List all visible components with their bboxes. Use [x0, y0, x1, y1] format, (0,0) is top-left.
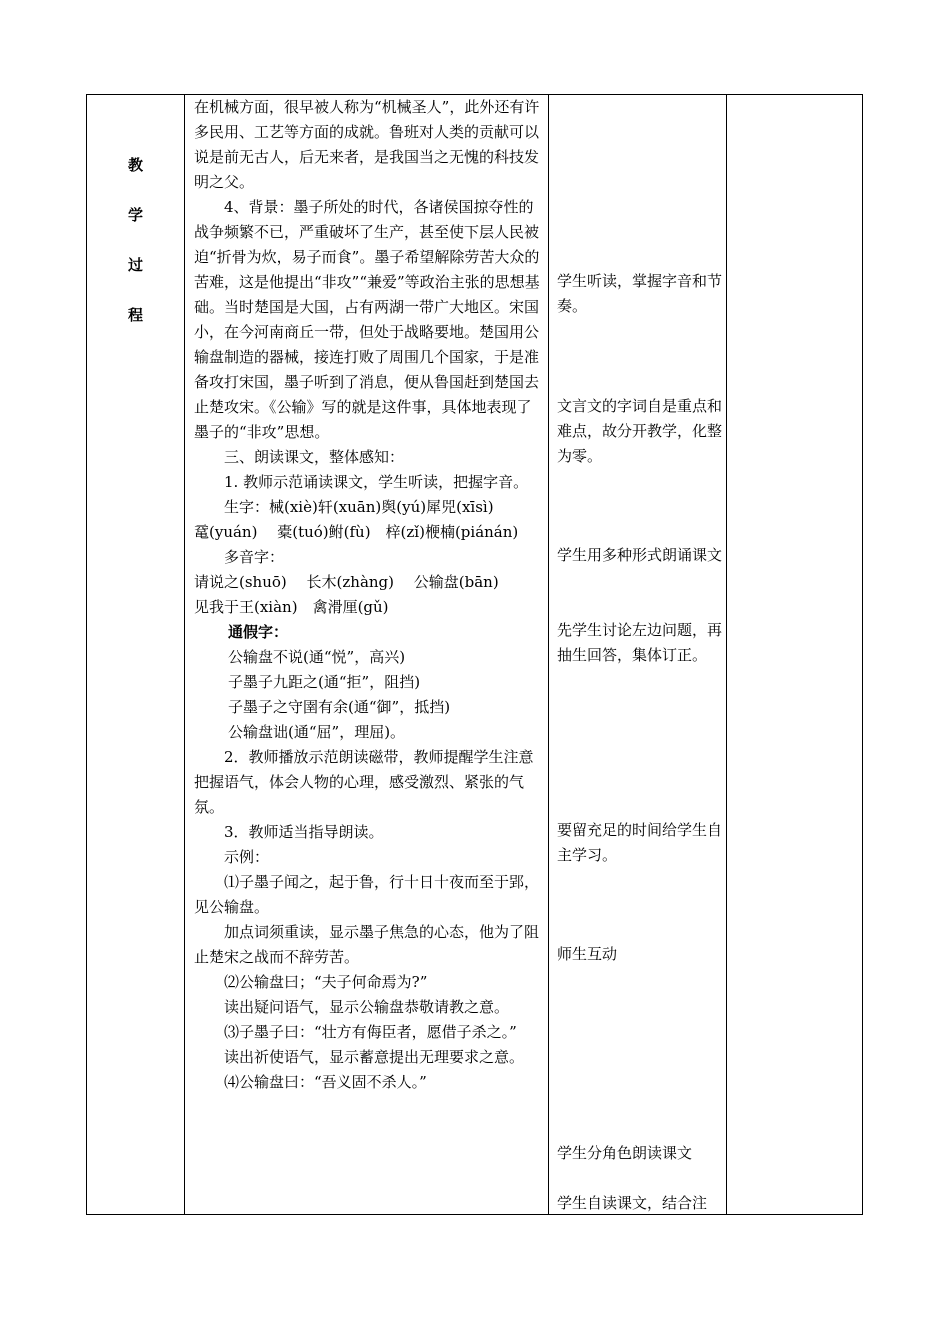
paragraph: 读出祈使语气，显示蓄意提出无理要求之意。 [224, 1048, 525, 1066]
note: 学生用多种形式朗诵课文 [557, 546, 723, 564]
note: 学生分角色朗读课文 [557, 1144, 693, 1162]
paragraph: ⑷公输盘曰：“吾义固不杀人。” [224, 1073, 427, 1091]
paragraph: 2．教师播放示范朗读磁带，教师提醒学生注意把握语气，体会人物的心理，感受激烈、紧张的气氛。 [194, 748, 534, 816]
note: 学生听读，掌握字音和节奏。 [557, 272, 723, 315]
paragraph: 生字：械(xiè)轩(xuān)舆(yú)犀兕(xīsì) [224, 498, 494, 516]
label-char: 教 [127, 156, 143, 174]
label-char: 学 [127, 206, 143, 224]
paragraph: 子墨子九距之(通“拒”，阻挡) [228, 673, 421, 691]
paragraph: 加点词须重读，显示墨子焦急的心态，他为了阻止楚宋之战而不辞劳苦。 [194, 923, 540, 966]
paragraph: 多音字： [224, 548, 285, 566]
label-char: 过 [127, 256, 143, 274]
note: 学生自读课文，结合注 [557, 1194, 708, 1212]
note: 师生互动 [557, 945, 618, 963]
column-divider [548, 95, 549, 1214]
paragraph: 4、背景：墨子所处的时代，各诸侯国掠夺性的战争频繁不已，严重破坏了生产，甚至使下层人民被迫“折骨为炊，易子而食”。墨子希望解除劳苦大众的苦难，这是他提出“非攻”“兼爱”等政治主张的思想基础。当时楚国是大国，占有两湖一带广大地区。宋国小，在今河南商丘一带，但处于战略要地。楚国用公输盘制造的器械，接连打败了周围几个国家，于是准备攻打宋国，墨子听到了消息，便从鲁国赶到楚国去止楚攻宋。《公输》写的就是这件事，具体地表现了墨子的“非攻”思想。 [194, 198, 540, 441]
paragraph: 子墨子之守圉有余(通“御”，抵挡) [228, 698, 451, 716]
paragraph: 示例： [224, 848, 270, 866]
paragraph: 通假字： [228, 623, 289, 641]
note: 要留充足的时间给学生自主学习。 [557, 821, 723, 864]
paragraph: 在机械方面，很早被人称为“机械圣人”，此外还有许多民用、工艺等方面的成就。鲁班对人类的贡献可以说是前无古人，后无来者，是我国当之无愧的科技发明之父。 [194, 98, 540, 191]
paragraph: ⑶子墨子曰：“壮方有侮臣者，愿借子杀之。” [224, 1023, 517, 1041]
label-char: 程 [127, 306, 143, 324]
paragraph: 1. 教师示范诵读课文，学生听读，把握字音。 [224, 473, 529, 491]
note: 先学生讨论左边问题，再抽生回答，集体订正。 [557, 621, 723, 664]
paragraph: 鼋(yuán) 橐(tuó)鲋(fù) 梓(zǐ)楩楠(piánán) [194, 523, 519, 541]
paragraph: 公输盘诎(通“屈”，理屈)。 [228, 723, 406, 741]
note: 文言文的字词自是重点和难点，故分开教学，化整为零。 [557, 397, 723, 465]
paragraph: 请说之(shuō) 长木(zhàng) 公输盘(bān) [194, 573, 499, 591]
paragraph: ⑴子墨子闻之，起于鲁，行十日十夜而至于郢，见公输盘。 [194, 873, 540, 916]
lesson-table [86, 94, 863, 1215]
paragraph: 3．教师适当指导朗读。 [224, 823, 384, 841]
teaching-content [194, 95, 546, 1095]
paragraph: 公输盘不说(通“悦”，高兴) [228, 648, 406, 666]
paragraph: 三、朗读课文，整体感知： [224, 448, 405, 466]
paragraph: 读出疑问语气，显示公输盘恭敬请教之意。 [224, 998, 510, 1016]
section-label [87, 140, 184, 340]
paragraph: ⑵公输盘曰；“夫子何命焉为?” [224, 973, 428, 991]
paragraph: 见我于王(xiàn) 禽滑厘(gǔ) [194, 598, 389, 616]
column-divider [184, 95, 185, 1214]
